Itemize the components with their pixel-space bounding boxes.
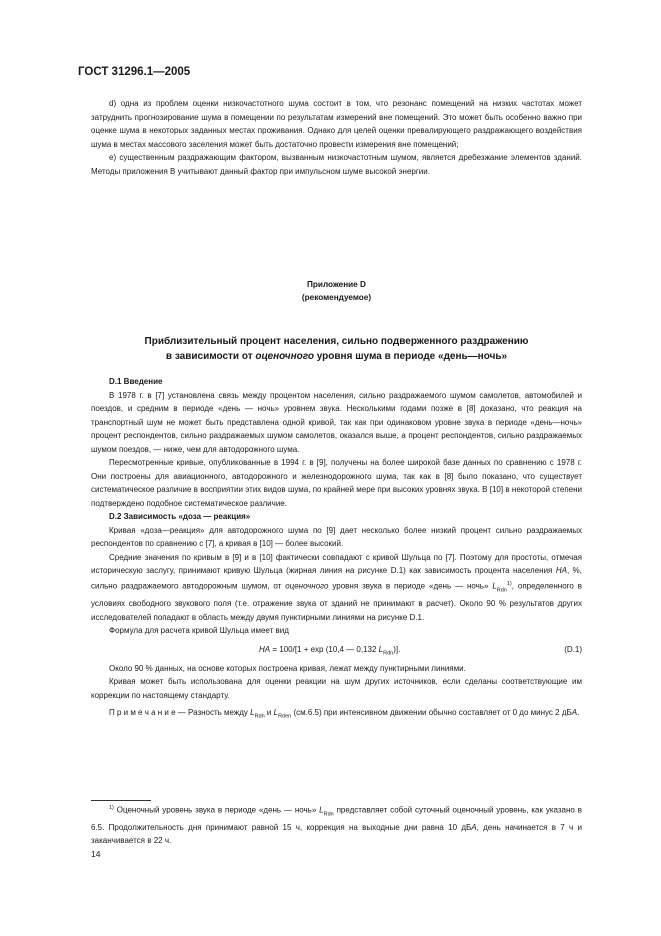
paragraph-d2-5: Кривая может быть использована для оценки реакции на шум других источников, если сделаны соответствующие им коррекции по настоящему стандарту. [91, 677, 582, 700]
annex-title-line1: Приблизительный процент населения, сильно подверженного раздражению [144, 336, 529, 347]
annex-title [91, 334, 582, 364]
annex-status: (рекомендуемое) [301, 293, 372, 302]
list-item-e: e) существенным раздражающим фактором, вызванным низкочастотным шумом, является дребезжание элементов зданий. Методы приложения В учитывают данный фактор при импульсном шуме высокой энергии. [91, 153, 582, 176]
formula-d1 [91, 643, 582, 657]
list-item-d: d) одна из проблем оценки низкочастотного шума состоит в том, что резонанс помещений на низких частотах может затруднить прогнозирование шума в помещении по результатам измерений вне помещений. Это может быть особенно важно при оценке шума в некоторых заданных местах проживания. Однако для целей оценки превалирующего раздражающего воздействия шума в местах массового заселения может быть достаточно провести измерения вне помещений; [91, 99, 582, 149]
paragraph-d2-1: Кривая «доза—реакция» для автодорожного шума по [9] дает несколько более низкий процент сильно раздражаемых респондентов по сравнению с [7], а кривая в [10] — более высокий. [91, 525, 582, 548]
paragraph-d1-2: Пересмотренные кривые, опубликованные в 1994 г. в [9], получены на более широкой базе данных по сравнению с 1978 г. Они построены для авиационного, автодорожного и железнодорожного шума, так как в [8] было показано, что существует систематическое различие в восприятии этих видов шума, по крайней мере при высоких уровнях звука. В [10] в некоторой степени подтверждено подобное систематическое различие. [91, 458, 582, 508]
page-number: 14 [91, 849, 101, 859]
main-body [91, 375, 582, 724]
note: П р и м е ч а н и е — Разность между $L_{Rdn}$ и $L_{Rden}$ (см.6.5) при интенсивном движении обычно составляет от 0 до минус 2 дБА. [109, 708, 580, 720]
section-heading-d2: D.2 Зависимость «доза — реакция» [109, 512, 251, 521]
note-label: П р и м е ч а н и е [109, 708, 176, 718]
section-heading-d1: D.1 Введение [109, 377, 163, 386]
footnote-mark: 1) [109, 805, 114, 811]
formula-expression: HA = 100/[1 + exp (10,4 — 0,132 $L_{Rdn}$)]. [259, 644, 401, 657]
formula-number: (D.1) [564, 644, 582, 654]
paragraph-d2-4: Около 90 % данных, на основе которых построена кривая, лежат между пунктирными линиями. [109, 663, 466, 673]
annex-label-block [91, 278, 582, 304]
paragraph-d2-3: Формула для расчета кривой Шульца имеет вид [109, 626, 289, 636]
footnote: $^{1)}$ Оценочный уровень звука в периоде «день — ночь» $L_{Rdn}$ представляет собой суточный оценочный уровень, как указано в 6.5. Продолжительность дня принимают равной 15 ч, коррекция на выходные дни равна 10 дБА, день начинается в 7 ч и заканчивается в 22 ч. [91, 805, 582, 846]
annex-title-line2: в зависимости от оценочного уровня шума в периоде «день—ночь» [165, 351, 508, 362]
annex-label: Приложение D [307, 280, 366, 289]
intro-list [91, 97, 582, 178]
document-header: ГОСТ 31296.1—2005 [78, 66, 191, 78]
paragraph-d1-1: В 1978 г. в [7] установлена связь между процентом населения, сильно раздражаемого шумом самолетов, автомобилей и поездов, и средним в периоде «день — ночь» уровнем звука. Несколькими годами позже в [8] доказано, что реакция на транспортный шум не может быть представлена одной кривой, так как при одинаковом уровне звука в периоде «день—ночь» процент респондентов, сильно раздражаемых шумом самолетов, оказался выше, а процент респондентов, сильно раздражаемых шумом поездов, — ниже, чем для автодорожного шума. [91, 390, 582, 454]
footnote-rule [91, 800, 151, 801]
paragraph-d2-2: Средние значения по кривым в [9] и в [10] фактически совпадают с кривой Шульца по [7]. Поэтому для простоты, отмечая историческую заслугу, принимают кривую Шульца (жирная линия на рисунке D.1) как зависимость процента населения HA, %, сильно раздражаемого автодорожным шумом, от оценочного уровня звука в периоде «день — ночь» $L_{Rdn}^{1)}$, определенного в условиях свободного звукового поля (т.е. отражение звука от зданий не принимают в расчет). Около 90 % результатов других исследователей попадают в область между двумя пунктирными линиями на рисунке D.1. [91, 552, 582, 622]
